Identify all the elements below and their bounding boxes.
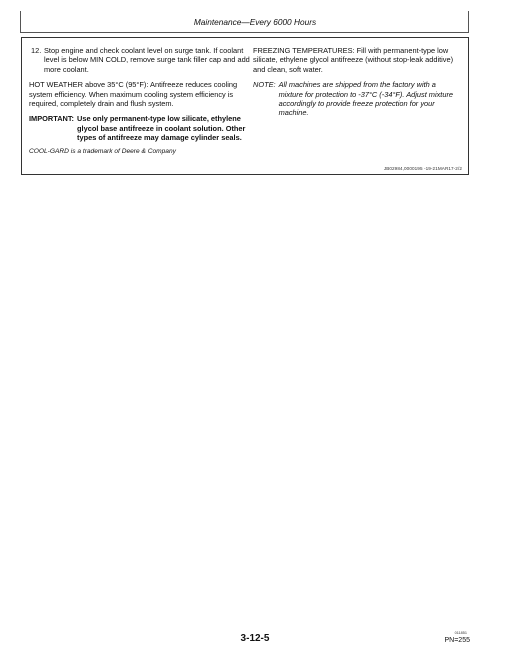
freezing-paragraph: FREEZING TEMPERATURES: Fill with permanent-type low silicate, ethylene glycol antifreeze (without stop-leak additive) and clean, soft water.	[253, 46, 454, 74]
box-reference-code: JB02984,0000195 -19-21MAR17-2/2	[383, 166, 462, 171]
left-column	[29, 46, 252, 156]
instruction-box	[21, 37, 469, 175]
note-label: NOTE:	[253, 80, 276, 90]
right-column	[253, 46, 461, 118]
section-header-title: Maintenance—Every 6000 Hours	[193, 17, 317, 27]
page-number: 3-12-5	[240, 633, 270, 644]
important-text: Use only permanent-type low silicate, ethylene glycol base antifreeze in coolant solution. Other types of antifreeze may damage cylinder seals.	[77, 114, 246, 143]
note-text: All machines are shipped from the factory with a mixture for protection to -37°C (-34°F). Adjust mixture accordingly to provide freeze protection for your machine.	[278, 80, 454, 118]
trademark-note: COOL-GARD is a trademark of Deere & Company	[29, 147, 176, 155]
header-divider	[20, 32, 468, 33]
important-notice	[29, 114, 252, 142]
step-text: Stop engine and check coolant level on surge tank. If coolant level is below MIN COLD, remove surge tank filler cap and add more coolant.	[44, 46, 250, 74]
note-block	[253, 80, 461, 118]
footer-code: 011851	[454, 631, 467, 635]
step-item	[29, 46, 252, 74]
step-number: 12.	[31, 46, 42, 55]
important-label: IMPORTANT:	[29, 114, 75, 124]
footer-pn: PN=255	[444, 637, 470, 644]
hot-weather-paragraph: HOT WEATHER above 35°C (95°F): Antifreeze reduces cooling system efficiency. When maximum cooling system efficiency is required, completely drain and flush system.	[29, 80, 238, 109]
